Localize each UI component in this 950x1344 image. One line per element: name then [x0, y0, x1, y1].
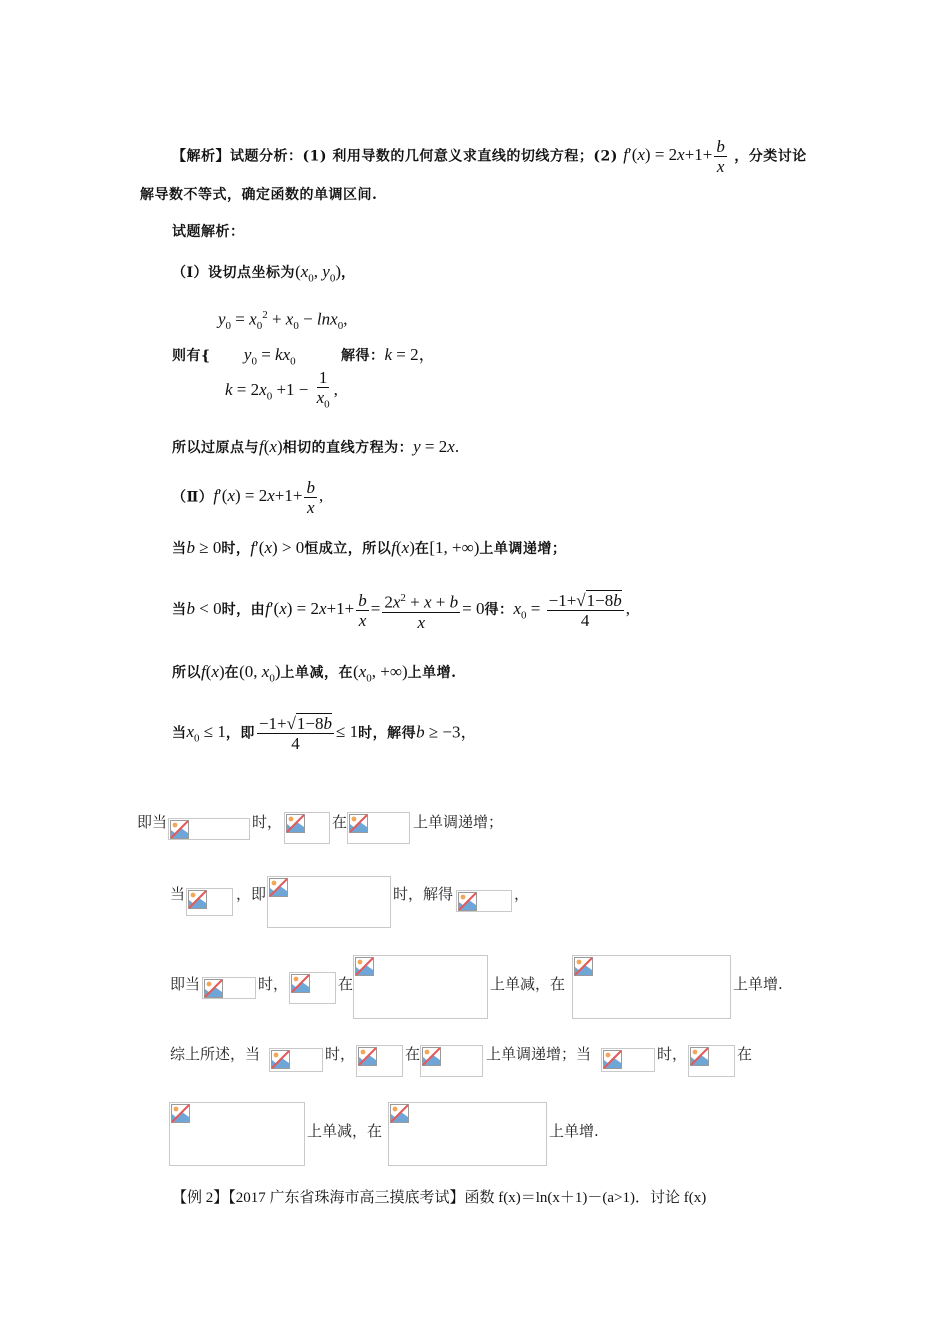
example-2-line: 【例 2】【2017 广东省珠海市高三摸底考试】函数 f(x)＝ln(x＋1)－(a>1)．讨论 f(x)	[172, 1190, 707, 1206]
tl4-d: 上单调递增；当	[486, 1045, 592, 1063]
image-placeholder	[456, 890, 512, 912]
image-placeholder	[353, 955, 488, 1019]
tl4-a: 综上所述，当	[170, 1045, 261, 1063]
t: 时，由	[221, 602, 266, 619]
cond: b ≥ 0	[186, 538, 222, 557]
tl2-a: 当	[170, 885, 186, 903]
tl1-b: 时，	[252, 813, 283, 831]
image-placeholder	[186, 888, 233, 916]
monotonic-line	[172, 662, 456, 684]
system-label: 则有{	[172, 348, 211, 364]
broken-image-icon	[390, 1104, 409, 1123]
broken-image-icon	[188, 890, 207, 909]
x0-value: $x_0$ = $\frac{-1+√1-8b}{4}$ ,	[513, 590, 630, 630]
tl1-a: 即当	[137, 813, 168, 831]
t: 时，	[221, 541, 251, 557]
broken-image-icon	[271, 1050, 290, 1069]
t: 在	[414, 541, 430, 557]
image-placeholder	[267, 876, 391, 928]
tangent-equation: y = 2x.	[413, 437, 460, 456]
tl2-d: ，	[514, 885, 530, 903]
image-placeholder	[420, 1045, 483, 1077]
punct: ，	[341, 265, 356, 281]
image-placeholder	[284, 812, 330, 844]
k-value: k = 2，	[384, 345, 436, 364]
tangent-line	[172, 437, 459, 457]
case-b-nonneg	[172, 538, 566, 558]
t: 上单减，在	[280, 665, 354, 681]
tl3-e: 上单增.	[733, 975, 783, 993]
tl4-b: 时，	[325, 1045, 356, 1063]
tl2-c: 时，解得	[393, 885, 454, 903]
derivative-zero: f′(x) = 2x+1+ $\frac{b}{x}$ = $\frac{2x^2 + x + b}{x}$ = 0	[265, 590, 485, 632]
tl3-a: 即当	[170, 975, 201, 993]
condition-line	[172, 714, 478, 753]
ineq: f′(x) > 0	[250, 538, 305, 557]
broken-image-icon	[574, 957, 593, 976]
tl2-b: ，即	[236, 885, 267, 903]
part2-line	[172, 478, 323, 517]
image-placeholder	[347, 812, 410, 844]
solution-heading: 试题解析：	[172, 224, 245, 240]
part2-derivative: f′(x) = 2x+1+ $\frac{b}{x}$ ,	[213, 478, 324, 517]
t: 在	[224, 665, 240, 681]
image-placeholder	[169, 1102, 305, 1166]
image-placeholder	[356, 1045, 403, 1077]
tangent-text-2: 相切的直线方程为：	[282, 440, 414, 456]
image-placeholder	[269, 1048, 323, 1072]
broken-image-icon	[269, 878, 288, 897]
broken-image-icon	[291, 974, 310, 993]
image-placeholder	[168, 818, 250, 840]
t: 上单调递增；	[479, 541, 567, 557]
broken-image-icon	[204, 979, 223, 998]
image-placeholder	[388, 1102, 547, 1166]
broken-image-icon	[690, 1047, 709, 1066]
case-b-neg	[172, 589, 630, 632]
fx: f(x)	[259, 437, 283, 456]
cond-frac: $\frac{-1+√1-8b}{4}$ ≤ 1	[258, 714, 359, 753]
cond: b < 0	[186, 599, 222, 619]
fx: f(x)	[391, 538, 415, 557]
t: 时，解得	[358, 725, 417, 742]
t: ，即	[225, 725, 255, 742]
tl4-f: 在	[737, 1045, 753, 1063]
broken-image-icon	[422, 1047, 441, 1066]
solve-label: 解得：	[341, 348, 385, 364]
image-placeholder	[688, 1045, 735, 1077]
tangent-text: 所以过原点与	[172, 440, 259, 456]
system-eq-2: $y_0 = kx_0$	[243, 345, 296, 368]
system-eq-2-line	[172, 340, 436, 367]
analysis-intro: 【解析】试题分析：(1) 利用导数的几何意义求直线的切线方程；(2)	[172, 148, 618, 165]
tl1-d: 上单调递增；	[413, 813, 504, 831]
part1-label: （Ⅰ）设切点坐标为	[172, 265, 296, 281]
derivative-formula: f′(x) = 2x+1+ $\frac{b}{x}$	[623, 137, 725, 176]
tl4-c: 在	[405, 1045, 421, 1063]
tl5-a: 上单减，在	[307, 1122, 383, 1140]
part1-line	[172, 262, 356, 284]
broken-image-icon	[170, 820, 189, 839]
t: 当	[172, 725, 187, 742]
broken-image-icon	[286, 814, 305, 833]
tl3-c: 在	[338, 975, 354, 993]
system-eq-1: $y_0 = x_0^2 + x_0 - \ln x_0$,	[218, 309, 348, 333]
t: 所以	[172, 665, 201, 681]
interval-1: (0, $x_0$)	[239, 662, 281, 685]
image-placeholder	[572, 955, 731, 1019]
image-placeholder	[601, 1048, 655, 1072]
interval: [1, +∞)	[429, 538, 480, 557]
image-placeholder	[202, 977, 256, 999]
broken-image-icon	[603, 1050, 622, 1069]
broken-image-icon	[355, 957, 374, 976]
broken-image-icon	[358, 1047, 377, 1066]
t: 得：	[484, 602, 514, 619]
system-eq-3: $k = 2x_0 +1$ − $\frac{1}{x_0}$ ,	[225, 368, 338, 411]
fx: f(x)	[201, 662, 225, 681]
interval-2: ($x_0$, +∞)	[353, 662, 408, 685]
tl3-d: 上单减，在	[490, 975, 566, 993]
tl4-e: 时，	[657, 1045, 688, 1063]
tl5-b: 上单增.	[549, 1122, 599, 1140]
analysis-intro-suffix: ，分类讨论	[734, 148, 807, 165]
cond: $x_0 \le 1$	[186, 722, 226, 745]
analysis-line-2: 解导数不等式，确定函数的单调区间.	[140, 187, 378, 203]
b-result: b ≥ −3，	[416, 722, 478, 742]
tangent-point: ($x_0$, $y_0$)	[295, 262, 341, 285]
analysis-line-1	[172, 137, 807, 176]
t: 上单增.	[407, 665, 457, 681]
broken-image-icon	[171, 1104, 190, 1123]
broken-image-icon	[458, 892, 477, 911]
tl3-b: 时，	[258, 975, 289, 993]
tl1-c: 在	[332, 813, 348, 831]
part2-label: （Ⅱ）	[172, 489, 214, 506]
broken-image-icon	[349, 814, 368, 833]
image-placeholder	[289, 972, 336, 1004]
t: 当	[172, 602, 187, 619]
t: 恒成立，所以	[304, 541, 392, 557]
t: 当	[172, 541, 187, 557]
